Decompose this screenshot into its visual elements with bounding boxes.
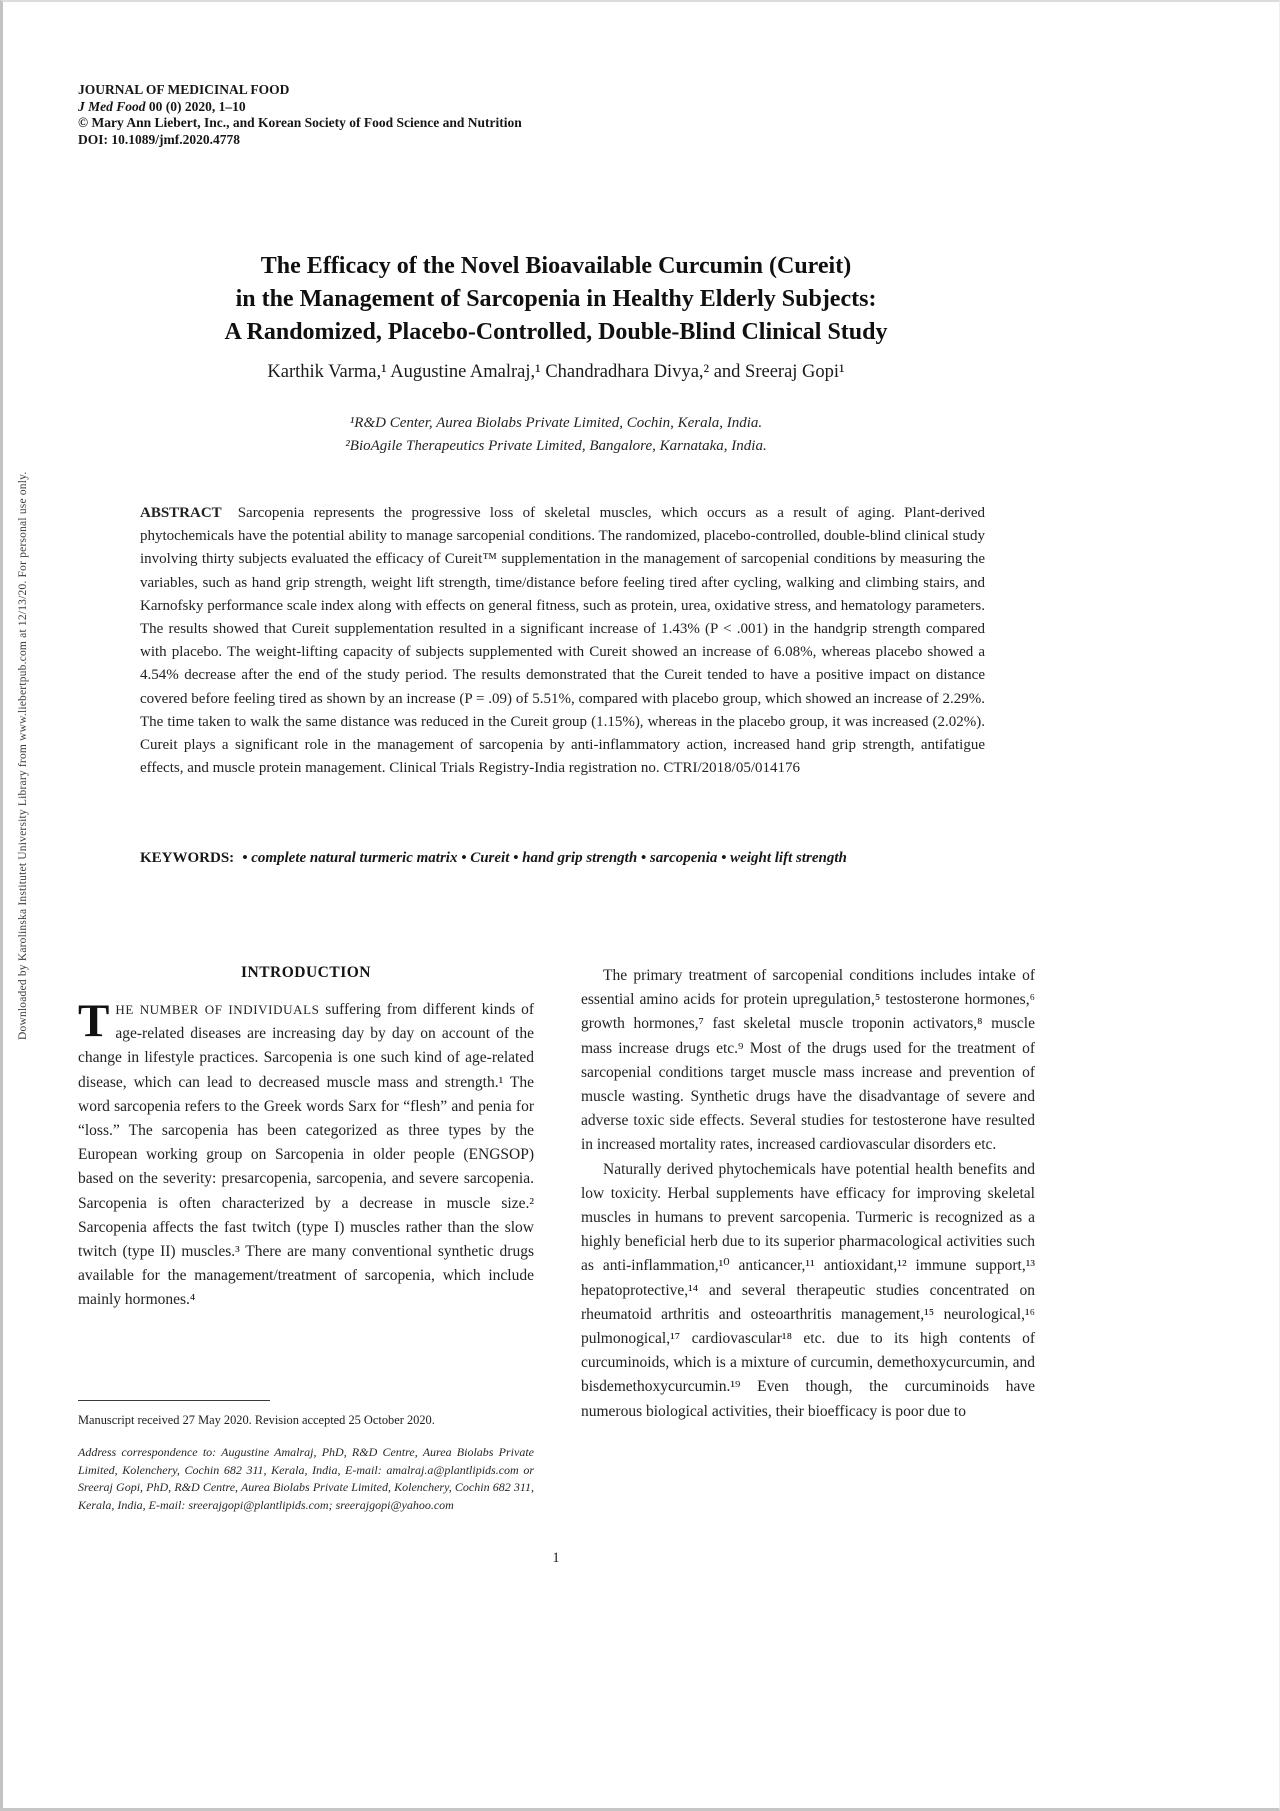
keywords-label: KEYWORDS:: [140, 850, 235, 866]
journal-header: [78, 82, 522, 148]
right-column: [581, 964, 1035, 1424]
page-number: 1: [552, 1550, 560, 1566]
right-column-paragraph-2: Naturally derived phytochemicals have potential health benefits and low toxicity. Herbal supplements have efficacy for improving skeletal muscles in humans to prevent sarcopenia. Turmeric is recognized as a highly beneficial herb due to its superior pharmacological activities such as anti-inflammation,¹⁰ anticancer,¹¹ antioxidant,¹² immune support,¹³ hepatoprotective,¹⁴ and several therapeutic studies concentrated on rheumatoid arthritis and osteoarthritis management,¹⁵ neurological,¹⁶ pulmonogical,¹⁷ cardiovascular¹⁸ etc. due to its high contents of curcuminoids, which is a mixture of curcumin, demethoxycurcumin, and bisdemethoxycurcumin.¹⁹ Even though, the curcuminoids have numerous biological activities, their bioefficacy is poor due to: [581, 1160, 1035, 1420]
abstract-text: Sarcopenia represents the progressive loss of skeletal muscles, which occurs as a result of aging. Plant-derived phytochemicals have the potential ability to manage sarcopenial conditions. The randomized, placebo-controlled, double-blind clinical study involving thirty subjects evaluated the efficacy of Cureit™ supplementation in the management of sarcopenial conditions by measuring the variables, such as hand grip strength, weight lift strength, time/distance before feeling tired after cycling, walking and climbing stairs, and Karnofsky performance scale index along with effects on general fitness, such as protein, urea, oxidative stress, and hematology parameters. The results showed that Cureit supplementation resulted in a significant increase of 1.43% (P < .001) in the handgrip strength compared with placebo. The weight-lifting capacity of subjects supplemented with Cureit showed an increase of 6.08%, whereas placebo showed a 4.54% decrease after the end of the study period. The results demonstrated that the Cureit tended to have a positive impact on distance covered before feeling tired as shown by an increase (P = .09) of 5.51%, compared with placebo group, which showed an increase of 2.29%. The time taken to walk the same distance was reduced in the Cureit group (1.15%), whereas in the placebo group, it was increased (2.02%). Cureit plays a significant role in the management of sarcopenia by anti-inflammatory action, increased hand grip strength, antifatigue effects, and muscle protein management. Clinical Trials Registry-India registration no. CTRI/2018/05/014176: [140, 505, 985, 777]
right-column-paragraph-1: The primary treatment of sarcopenial conditions includes intake of essential amino acids for protein upregulation,⁵ testosterone hormones,⁶ growth hormones,⁷ fast skeletal muscle troponin activators,⁸ muscle mass increase drugs etc.⁹ Most of the drugs used for the treatment of sarcopenial conditions target muscle mass increase and prevention of muscle wasting. Synthetic drugs have the disadvantage of severe and adverse toxic side effects. Several studies for testosterone have resulted in increased mortality rates, increased cardiovascular disorders etc.: [581, 967, 1035, 1154]
dropcap-letter: T: [78, 995, 110, 1047]
authors-line: Karthik Varma,¹ Augustine Amalraj,¹ Chandradhara Divya,² and Sreeraj Gopi¹: [267, 362, 845, 382]
paper-title-line-3: A Randomized, Placebo-Controlled, Double-Blind Clinical Study: [224, 319, 888, 346]
download-watermark: Downloaded by Karolinska Institutet University Library from www.liebertpub.com at 12/13/20. For personal use only.: [17, 471, 29, 1040]
journal-doi: DOI: 10.1089/jmf.2020.4778: [78, 131, 240, 147]
abstract-label: ABSTRACT: [140, 505, 222, 521]
left-column: [78, 964, 534, 1313]
journal-citation-issue: 00 (0) 2020, 1–10: [145, 98, 246, 114]
abstract-paragraph: [140, 502, 985, 780]
correspondence-note: Address correspondence to: Augustine Amalraj, PhD, R&D Centre, Aurea Biolabs Private Limited, Kolenchery, Cochin 682 311, Kerala, India, E-mail: amalraj.a@plantlipids.com or Sreeraj Gopi, PhD, R&D Centre, Aurea Biolabs Private Limited, Kolenchery, Cochin 682 311, Kerala, India, E-mail: sreerajgopi@plantlipids.com; sreerajgopi@yahoo.com: [78, 1445, 534, 1512]
footnote-rule: [78, 1400, 270, 1401]
footnote-block: [78, 1400, 534, 1514]
paper-title: [78, 250, 1034, 349]
keywords-line: [140, 850, 985, 867]
affiliation-2: ²BioAgile Therapeutics Private Limited, Bangalore, Karnataka, India.: [345, 438, 767, 454]
introduction-lead: HE NUMBER OF INDIVIDUALS: [115, 1002, 320, 1017]
introduction-text: suffering from different kinds of age-related diseases are increasing day by day on account of the change in lifestyle practices. Sarcopenia is one such kind of age-related disease, which can lead to decreased muscle mass and strength.¹ The word sarcopenia refers to the Greek words Sarx for “flesh” and penia for “loss.” The sarcopenia has been categorized as three types by the European working group on Sarcopenia in older people (ENGSOP) based on the severity: presarcopenia, sarcopenia, and severe sarcopenia. Sarcopenia is often characterized by a decrease in muscle size.² Sarcopenia affects the fast twitch (type I) muscles rather than the slow twitch (type II) muscles.³ There are many conventional synthetic drugs available for the management/treatment of sarcopenia, which include mainly hormones.⁴: [78, 1001, 535, 1309]
manuscript-dates: Manuscript received 27 May 2020. Revision accepted 25 October 2020.: [78, 1413, 435, 1427]
introduction-paragraph: [78, 995, 535, 1313]
paper-title-line-1: The Efficacy of the Novel Bioavailable Curcumin (Cureit): [260, 253, 852, 280]
journal-citation-abbrev: J Med Food: [78, 98, 146, 114]
journal-copyright: © Mary Ann Liebert, Inc., and Korean Society of Food Science and Nutrition: [78, 115, 522, 130]
affiliation-1: ¹R&D Center, Aurea Biolabs Private Limited, Cochin, Kerala, India.: [349, 415, 763, 431]
introduction-heading: INTRODUCTION: [240, 964, 371, 981]
journal-citation: [78, 99, 522, 116]
keywords-list: • complete natural turmeric matrix • Cureit • hand grip strength • sarcopenia • weight lift strength: [242, 850, 847, 866]
affiliations: [78, 412, 1034, 458]
journal-name: JOURNAL OF MEDICINAL FOOD: [78, 82, 290, 97]
paper-title-line-2: in the Management of Sarcopenia in Healthy Elderly Subjects:: [235, 286, 877, 313]
